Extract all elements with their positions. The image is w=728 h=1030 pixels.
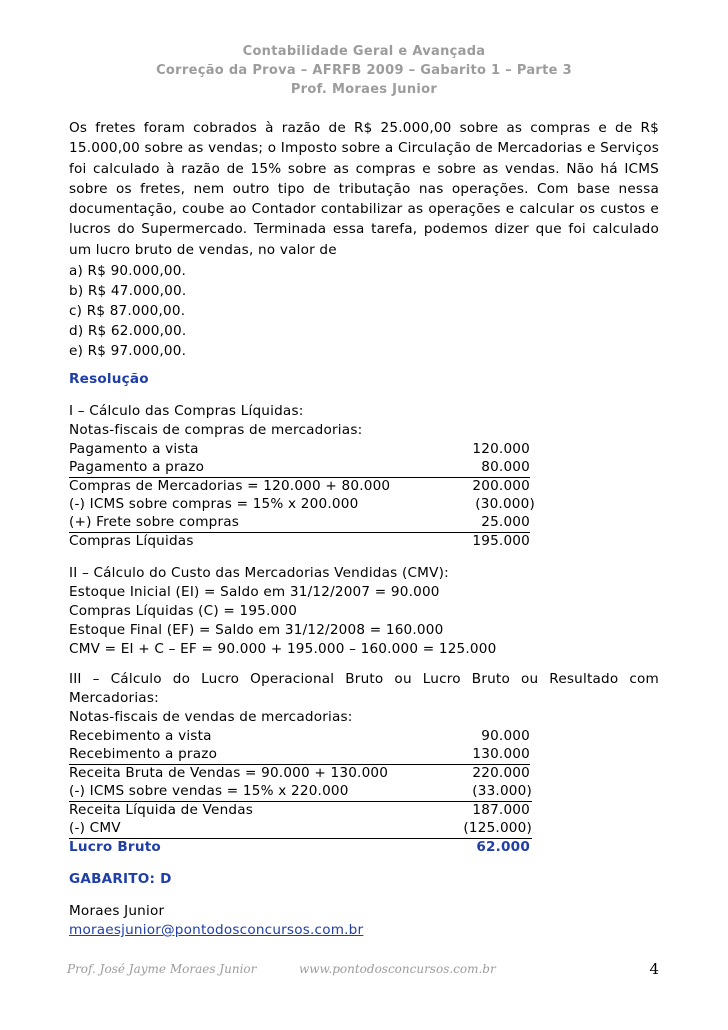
section3-title-line2: Mercadorias: xyxy=(69,690,159,706)
table-row xyxy=(69,801,530,820)
row-label: Compras Líquidas xyxy=(69,533,194,549)
page-number: 4 xyxy=(649,960,659,978)
table-row xyxy=(69,495,535,514)
cmv-line: Compras Líquidas (C) = 195.000 xyxy=(69,603,298,619)
row-value: 25.000 xyxy=(481,514,530,530)
resolution-heading: Resolução xyxy=(69,371,149,387)
row-label: (-) ICMS sobre vendas = 15% x 220.000 xyxy=(69,783,349,799)
footer-site: www.pontodosconcursos.com.br xyxy=(299,962,496,976)
row-value: 90.000 xyxy=(481,728,530,744)
option-e: e) R$ 97.000,00. xyxy=(69,343,187,359)
row-value: 120.000 xyxy=(472,441,530,457)
row-label: Receita Bruta de Vendas = 90.000 + 130.000 xyxy=(69,765,389,781)
cmv-line: Estoque Inicial (EI) = Saldo em 31/12/2007 = 90.000 xyxy=(69,584,440,600)
row-value: (33.000) xyxy=(472,783,532,799)
row-label: Receita Líquida de Vendas xyxy=(69,802,254,818)
row-label: Compras de Mercadorias = 120.000 + 80.000 xyxy=(69,478,391,494)
table-row xyxy=(69,764,530,783)
table-row xyxy=(69,727,530,746)
row-value: (125.000) xyxy=(463,820,532,836)
row-label: Pagamento a prazo xyxy=(69,459,205,475)
table-row xyxy=(69,458,530,478)
row-value: 62.000 xyxy=(476,839,530,855)
option-d: d) R$ 62.000,00. xyxy=(69,323,187,339)
signature-name: Moraes Junior xyxy=(69,903,165,919)
table-row xyxy=(69,440,530,459)
section3-subtitle: Notas-fiscais de vendas de mercadorias: xyxy=(69,709,353,725)
section3-title xyxy=(69,670,659,708)
section2-title: II – Cálculo do Custo das Mercadorias Vendidas (CMV): xyxy=(69,565,449,581)
table-row xyxy=(69,513,530,533)
table-row xyxy=(69,532,530,551)
answer-key: GABARITO: D xyxy=(69,871,172,887)
table-row xyxy=(69,477,530,496)
table-row xyxy=(69,782,532,802)
section1-subtitle: Notas-fiscais de compras de mercadorias: xyxy=(69,422,363,438)
section3-title-line1: III – Cálculo do Lucro Operacional Bruto ou Lucro Bruto ou Resultado com xyxy=(69,671,659,687)
row-value: 200.000 xyxy=(472,478,530,494)
page-header xyxy=(0,42,728,99)
row-value: (30.000) xyxy=(475,496,535,512)
row-label: Recebimento a prazo xyxy=(69,746,218,762)
option-b: b) R$ 47.000,00. xyxy=(69,283,187,299)
row-label: (-) CMV xyxy=(69,820,121,836)
option-a: a) R$ 90.000,00. xyxy=(69,263,187,279)
signature-email-link[interactable]: moraesjunior@pontodosconcursos.com.br xyxy=(69,922,364,938)
row-value: 187.000 xyxy=(472,802,530,818)
table-row-total xyxy=(69,838,530,857)
row-value: 80.000 xyxy=(481,459,530,475)
header-exam-title: Correção da Prova – AFRFB 2009 – Gabarito 1 – Parte 3 xyxy=(156,63,572,78)
page-footer xyxy=(67,962,659,982)
row-label: (+) Frete sobre compras xyxy=(69,514,240,530)
row-label: Recebimento a vista xyxy=(69,728,212,744)
option-c: c) R$ 87.000,00. xyxy=(69,303,186,319)
header-course-title: Contabilidade Geral e Avançada xyxy=(242,44,486,59)
section1-title: I – Cálculo das Compras Líquidas: xyxy=(69,403,304,419)
table-row xyxy=(69,819,532,839)
cmv-line: Estoque Final (EF) = Saldo em 31/12/2008 = 160.000 xyxy=(69,622,444,638)
footer-author: Prof. José Jayme Moraes Junior xyxy=(67,962,257,976)
row-label: (-) ICMS sobre compras = 15% x 200.000 xyxy=(69,496,359,512)
row-label: Lucro Bruto xyxy=(69,839,161,855)
table-row xyxy=(69,745,530,765)
row-value: 195.000 xyxy=(472,533,530,549)
row-value: 220.000 xyxy=(472,765,530,781)
row-value: 130.000 xyxy=(472,746,530,762)
question-text: Os fretes foram cobrados à razão de R$ 25.000,00 sobre as compras e de R$ 15.000,00 sobre as vendas; o Imposto sobre a Circulação de Mercadorias e Serviços foi calculado à razão de 15% sobre as compras e sobre as vendas. Não há ICMS sobre os fretes, nem outro tipo de tributação nas operações. Com base nessa documentação, coube ao Contador contabilizar as operações e calcular os custos e lucros do Supermercado. Terminada essa tarefa, podemos dizer que foi calculado um lucro bruto de vendas, no valor de xyxy=(69,120,659,258)
cmv-line: CMV = EI + C – EF = 90.000 + 195.000 – 160.000 = 125.000 xyxy=(69,641,497,657)
row-label: Pagamento a vista xyxy=(69,441,199,457)
header-author: Prof. Moraes Junior xyxy=(290,82,438,97)
